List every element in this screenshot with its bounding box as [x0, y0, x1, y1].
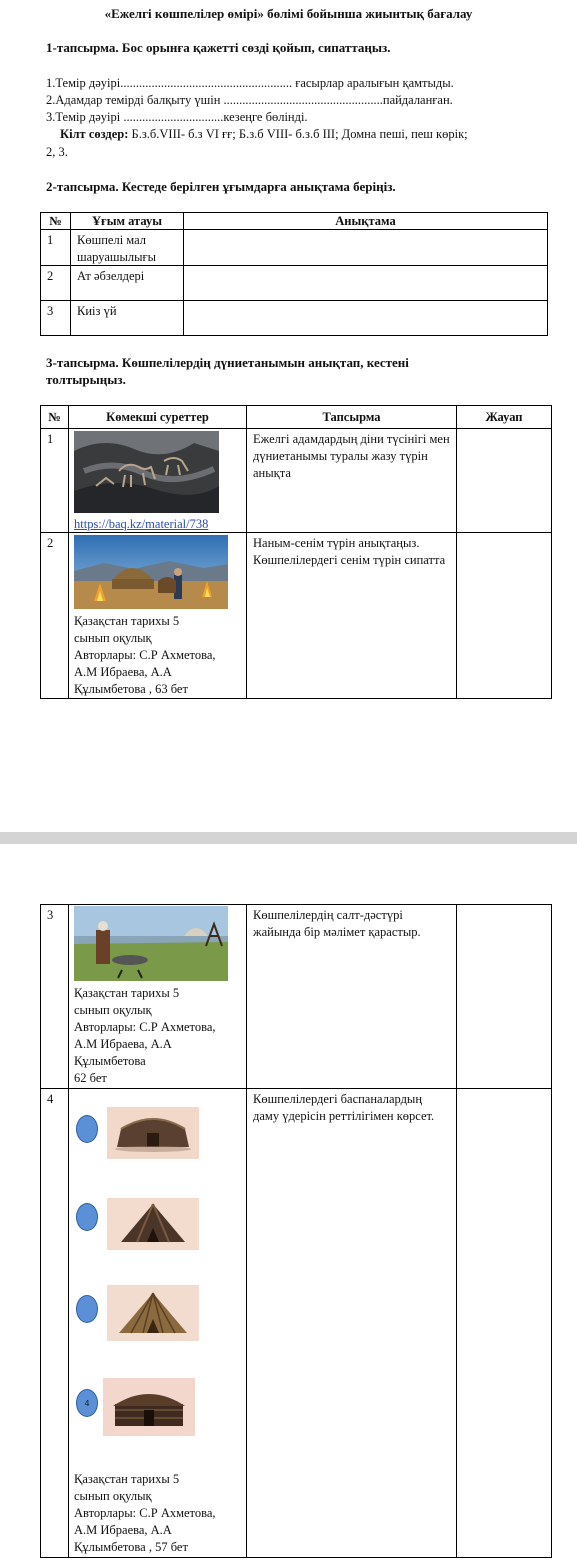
- task3-row-4-answer[interactable]: [456, 1088, 552, 1558]
- task2-row-1-answer[interactable]: [183, 229, 548, 266]
- task3-header-images: Көмекші суреттер: [68, 405, 247, 429]
- cave-petroglyph-image: [74, 431, 219, 513]
- task2-row-1-term: Көшпелі мал шаруашылығы: [70, 229, 184, 266]
- caption-line: 62 бет: [74, 1071, 107, 1085]
- caption-line: сынып оқулық: [74, 1489, 152, 1503]
- task1-keywords: [60, 127, 468, 142]
- task3-row-4-num: 4: [40, 1088, 69, 1558]
- task3-row-2-num: 2: [40, 532, 69, 699]
- task2-header-definition: Анықтама: [183, 212, 548, 230]
- task2-row-2-num: 2: [40, 265, 71, 301]
- task2-row-3-term: Киіз үй: [70, 300, 184, 336]
- task1-line-3: 3.Темір дәуірі ................................кезеңге бөлінді.: [46, 110, 308, 124]
- task3-row-3-task: Көшпелілердің салт-дәстүрі жайында бір мәлімет қарастыр.: [246, 904, 457, 1089]
- caption-line: Авторлары: С.Р Ахметова,: [74, 1506, 216, 1520]
- task2-header-num: №: [40, 212, 71, 230]
- source-link[interactable]: https://baq.kz/material/738: [74, 517, 209, 531]
- task3-row-4-task: Көшпелілердегі баспаналардың даму үдерісін реттілігімен көрсет.: [246, 1088, 457, 1558]
- order-circle[interactable]: [76, 1203, 98, 1231]
- task1-line-1: 1.Темір дәуірі....................................................... ғасырлар аралығын қамтыды.: [46, 76, 454, 90]
- caption-line: Авторлары: С.Р Ахметова,: [74, 1020, 216, 1034]
- task3-header-answer: Жауап: [456, 405, 552, 429]
- task3-row-1-task: Ежелгі адамдардың діни түсінігі мен дүниетанымы туралы жазу түрін анықта: [246, 428, 457, 533]
- task3-row-1-images: [68, 428, 247, 533]
- keywords-label: Кілт сөздер:: [60, 127, 129, 141]
- caption-line: А.М Ибраева, А.А: [74, 665, 172, 679]
- task2-header-term: Ұғым атауы: [70, 212, 184, 230]
- task3-row-2-task: Наным-сенім түрін анықтаңыз. Көшпелілердегі сенім түрін сипатта: [246, 532, 457, 699]
- yurt-image-2: [107, 1198, 199, 1250]
- caption-line: Қазақстан тарихы 5: [74, 614, 180, 628]
- yurt-image-1: [107, 1107, 199, 1159]
- caption-line: Қазақстан тарихы 5: [74, 986, 180, 1000]
- task3-row-2-images: [68, 532, 247, 699]
- caption-line: Қазақстан тарихы 5: [74, 1472, 180, 1486]
- page-title: «Ежелгі көшпелілер өмірі» бөлімі бойынша жиынтық бағалау: [104, 6, 473, 21]
- task2-row-3-answer[interactable]: [183, 300, 548, 336]
- caption-line: А.М Ибраева, А.А: [74, 1523, 172, 1537]
- task3-row-2-answer[interactable]: [456, 532, 552, 699]
- keywords-text: Б.з.б.VIII- б.з VI ғғ; Б.з.б VIII- б.з.б III; Домна пеші, пеш көрік;: [128, 127, 468, 141]
- task3-row-3-num: 3: [40, 904, 69, 1089]
- task3-row-1-num: 1: [40, 428, 69, 533]
- yurt-campfire-image: [74, 535, 228, 609]
- yurt-image-4: [103, 1378, 195, 1436]
- caption-line: сынып оқулық: [74, 1003, 152, 1017]
- task3-header-task: Тапсырма: [246, 405, 457, 429]
- task1-keywords-cont: 2, 3.: [46, 145, 68, 159]
- task2-row-2-answer[interactable]: [183, 265, 548, 301]
- order-circle[interactable]: [76, 1115, 98, 1143]
- caption-line: сынып оқулық: [74, 631, 152, 645]
- task2-row-3-num: 3: [40, 300, 71, 336]
- caption-line: Құлымбетова , 63 бет: [74, 682, 188, 696]
- task2-heading: 2-тапсырма. Кестеде берілген ұғымдарға анықтама беріңіз.: [46, 179, 396, 194]
- task3-row-2-caption: [74, 613, 216, 698]
- document-page-2: [0, 844, 577, 1567]
- yurt-image-3: [107, 1285, 199, 1341]
- task3-header-num: №: [40, 405, 69, 429]
- caption-line: Құлымбетова , 57 бет: [74, 1540, 188, 1554]
- task3-row-1-answer[interactable]: [456, 428, 552, 533]
- task3-heading-line-2: толтырыңыз.: [46, 372, 126, 387]
- page-separator: [0, 832, 577, 844]
- task3-row-4-images: [68, 1088, 247, 1558]
- task2-row-1-num: 1: [40, 229, 71, 266]
- task3-row-3-images: [68, 904, 247, 1089]
- task1-heading: 1-тапсырма. Бос орынға қажетті сөзді қойып, сипаттаңыз.: [46, 40, 391, 55]
- task2-row-2-term: Ат әбзелдері: [70, 265, 184, 301]
- task3-heading-line-1: 3-тапсырма. Көшпелілердің дүниетанымын анықтап, кестені: [46, 355, 409, 370]
- caption-line: А.М Ибраева, А.А: [74, 1037, 172, 1051]
- task1-line-2: 2.Адамдар темірді балқыту үшін ...................................................пайдаланған.: [46, 93, 453, 107]
- order-circle-4[interactable]: 4: [76, 1389, 98, 1417]
- caption-line: Құлымбетова: [74, 1054, 146, 1068]
- task3-row-4-caption: [74, 1471, 216, 1556]
- task3-row-3-caption: [74, 985, 216, 1087]
- order-circle[interactable]: [76, 1295, 98, 1323]
- caption-line: Авторлары: С.Р Ахметова,: [74, 648, 216, 662]
- nomad-cooking-image: [74, 906, 228, 981]
- task3-row-3-answer[interactable]: [456, 904, 552, 1089]
